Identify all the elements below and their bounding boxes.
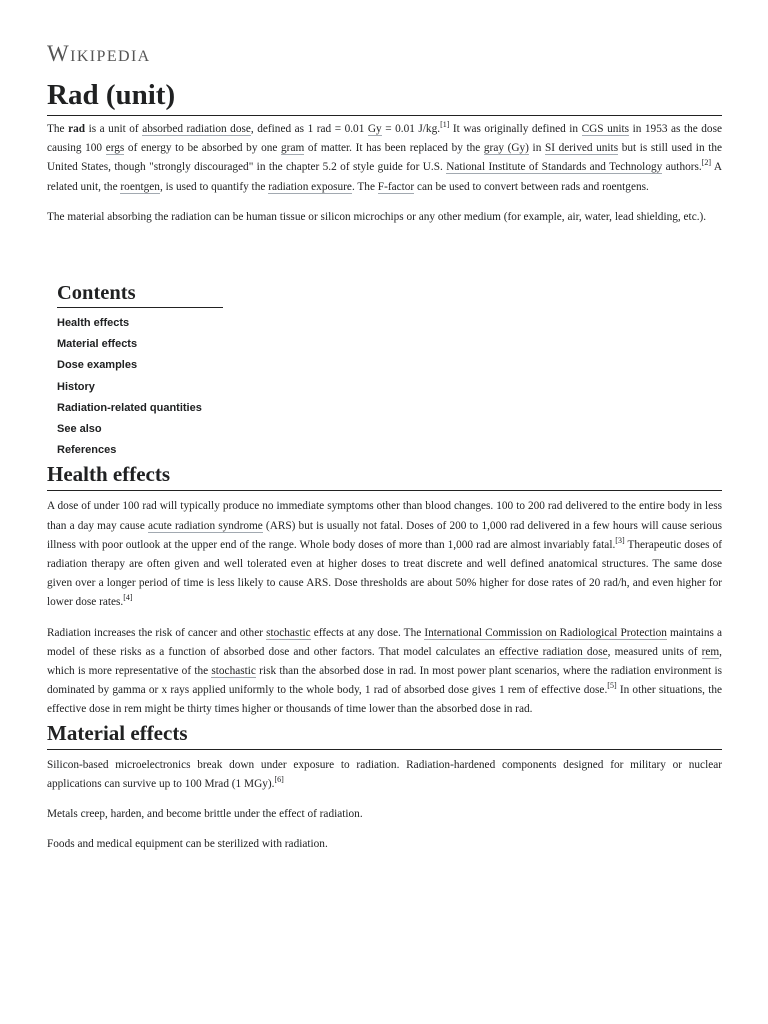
- section-heading-material-effects: Material effects: [47, 720, 722, 750]
- link-stochastic-2[interactable]: stochastic: [211, 665, 256, 678]
- link-cgs-units[interactable]: CGS units: [581, 123, 630, 135]
- wikipedia-logo[interactable]: Wikipedia: [47, 41, 151, 66]
- health-paragraph-1: A dose of under 100 rad will typically produce no immediate symptoms other than blood changes. 100 to 200 rad delivered to the entire body in less than a day may cause acute radiation syndrome (ARS) but is usually not fatal. Doses of 200 to 1,000 rad delivered in a few hours will cause serious illness with poor outlook at the upper end of the range. Whole body doses of more than 1,000 rad are almost invariably fatal.[3] Therapeutic doses of radiation therapy are often given and well tolerated even at higher doses to treat discrete and well defined anatomical structures. The same dose given over a longer period of time is less likely to cause ARS. Dose thresholds are about 50% higher for dose rates of 20 rad/h, and even higher for lower dose rates.[4]: [47, 500, 723, 609]
- link-gray[interactable]: gray (Gy): [483, 142, 529, 155]
- link-ergs[interactable]: ergs: [105, 142, 125, 155]
- material-paragraph-2: Metals creep, harden, and become brittle under the effect of radiation.: [47, 808, 363, 821]
- table-of-contents: [57, 280, 223, 461]
- link-stochastic[interactable]: stochastic: [266, 626, 311, 639]
- toc-item-see-also[interactable]: See also: [57, 423, 102, 436]
- toc-item-history[interactable]: History: [57, 380, 95, 393]
- link-acute-radiation-syndrome[interactable]: acute radiation syndrome: [147, 519, 263, 532]
- link-roentgen[interactable]: roentgen: [120, 180, 160, 193]
- link-icrp[interactable]: International Commission on Radiological Protection: [424, 626, 667, 639]
- toc-title: Contents: [57, 280, 223, 308]
- link-nist[interactable]: National Institute of Standards and Technology: [446, 161, 663, 174]
- link-si-derived-units[interactable]: SI derived units: [544, 142, 619, 155]
- intro-paragraph-2: The material absorbing the radiation can be human tissue or silicon microchips or any other medium (for example, air, water, lead shielding, etc.).: [47, 210, 707, 223]
- reference-1[interactable]: [1]: [440, 120, 450, 129]
- link-absorbed-radiation-dose[interactable]: absorbed radiation dose: [142, 123, 251, 135]
- reference-2[interactable]: [2]: [701, 158, 712, 168]
- reference-4[interactable]: [4]: [123, 593, 133, 603]
- article-page: [47, 40, 722, 854]
- toc-item-dose-examples[interactable]: Dose examples: [57, 359, 138, 372]
- link-f-factor[interactable]: F-factor: [377, 180, 415, 193]
- link-rem[interactable]: rem: [701, 645, 720, 658]
- reference-5[interactable]: [5]: [607, 681, 617, 691]
- material-paragraph-3: Foods and medical equipment can be sterilized with radiation.: [47, 838, 328, 851]
- section-heading-health-effects: Health effects: [47, 461, 722, 491]
- toc-item-radiation-related-quantities[interactable]: Radiation-related quantities: [57, 401, 202, 414]
- intro-paragraph-1: The rad is a unit of absorbed radiation dose, defined as 1 rad = 0.01 Gy = 0.01 J/kg.[1] It was originally defined in CGS units in 1953 as the dose causing 100 ergs of energy to be absorbed by one gram of matter. It has been replaced by the gray (Gy) in SI derived units but is still used in the United States, though "strongly discouraged" in the chapter 5.2 of style guide for U.S. National Institute of Standards and Technology authors.[2] A related unit, the roentgen, is used to quantify the radiation exposure. The F-factor can be used to convert between rads and roentgens.: [47, 120, 723, 193]
- link-effective-radiation-dose[interactable]: effective radiation dose: [499, 645, 608, 658]
- health-paragraph-2: Radiation increases the risk of cancer and other stochastic effects at any dose. The International Commission on Radiological Protection maintains a model of these risks as a function of absorbed dose and other factors. That model calculates an effective radiation dose, measured units of rem, which is more representative of the stochastic risk than the absorbed dose in rad. In most power plant scenarios, where the radiation environment is dominated by gamma or x rays applied uniformly to the whole body, 1 rad of absorbed dose gives 1 rem of effective dose.[5] In other situations, the effective dose in rem might be thirty times higher or thousands of time lower than the absorbed dose in rad.: [47, 626, 723, 716]
- material-paragraph-1: Silicon-based microelectronics break down under exposure to radiation. Radiation-hardened components designed for military or nuclear applications can survive up to 100 Mrad (1 MGy).[6]: [47, 758, 722, 790]
- term-rad: rad: [68, 123, 86, 135]
- toc-item-health-effects[interactable]: Health effects: [57, 317, 130, 330]
- reference-6[interactable]: [6]: [274, 774, 284, 784]
- reference-3[interactable]: [3]: [615, 535, 625, 545]
- toc-list: [57, 313, 277, 461]
- page-title: Rad (unit): [47, 78, 722, 116]
- link-gy[interactable]: Gy: [367, 123, 382, 135]
- link-gram[interactable]: gram: [281, 142, 305, 155]
- toc-item-material-effects[interactable]: Material effects: [57, 338, 138, 351]
- toc-item-references[interactable]: References: [57, 444, 117, 457]
- link-radiation-exposure[interactable]: radiation exposure: [268, 180, 352, 193]
